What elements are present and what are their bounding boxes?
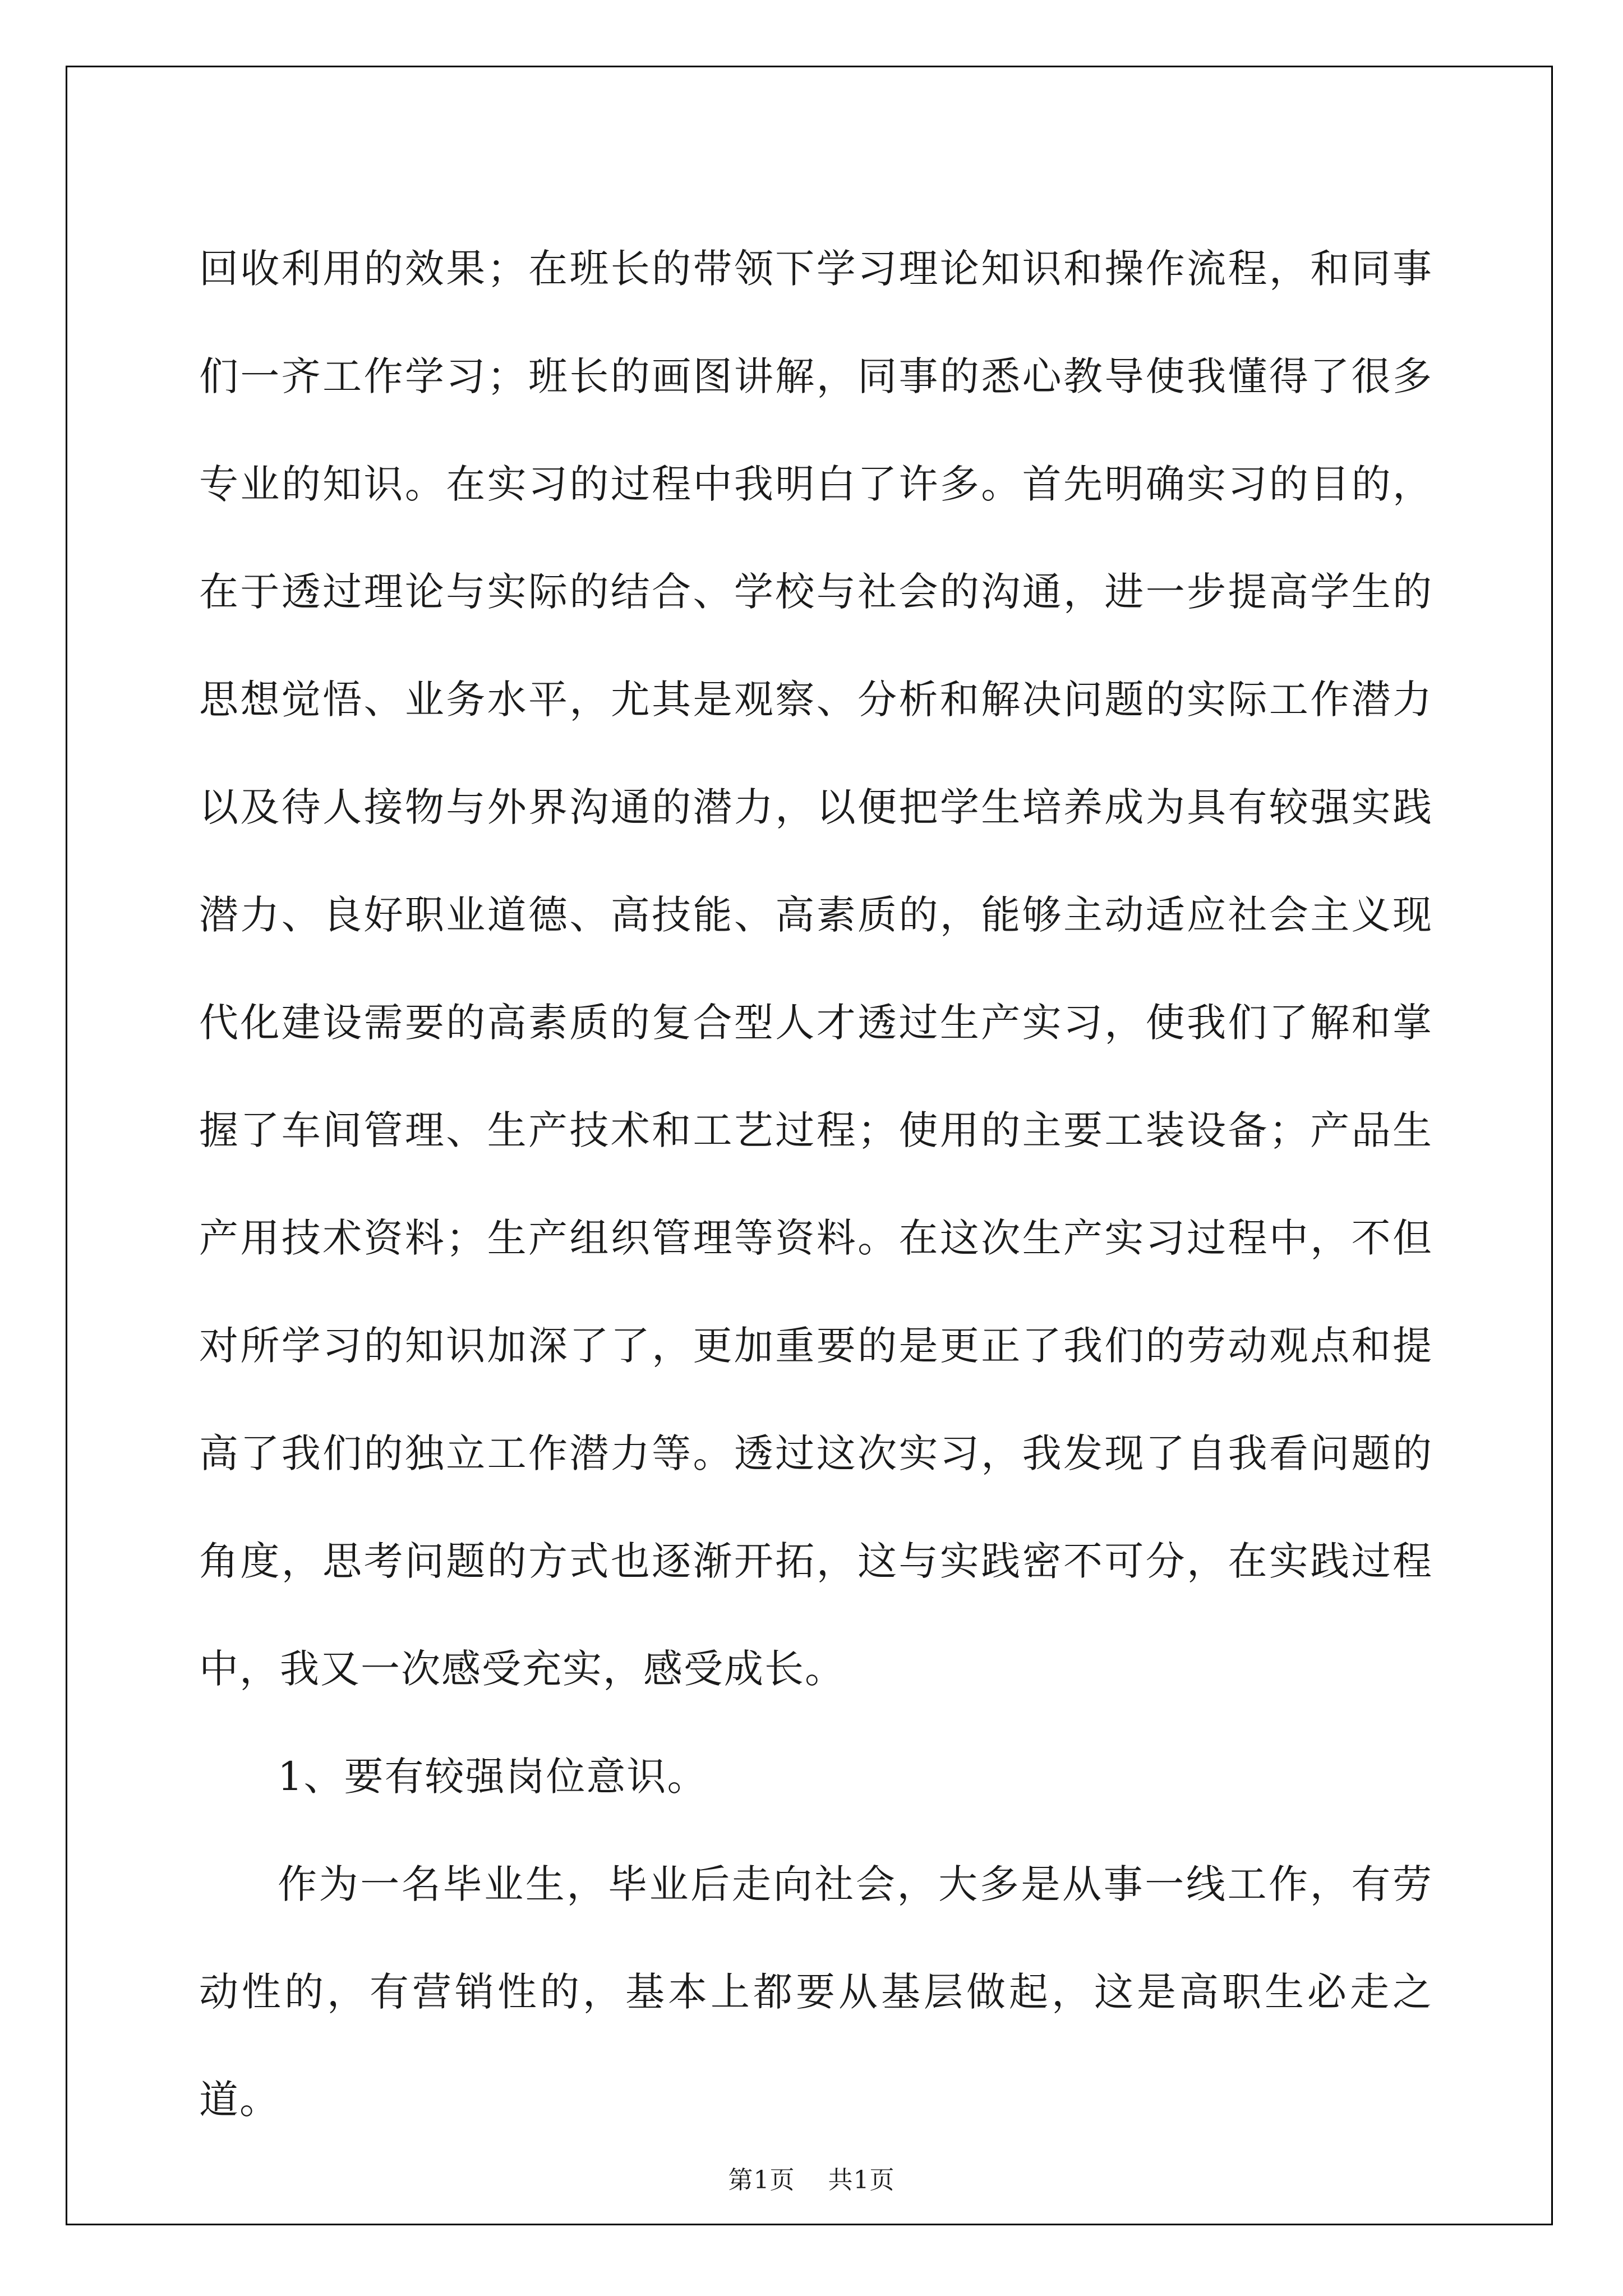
paragraph-3: 作为一名毕业生，毕业后走向社会，大多是从事一线工作，有劳动性的，有营销性的，基本上都要从基层做起，这是高职生必走之道。 xyxy=(199,1861,1433,2123)
paragraph-1: 回收利用的效果；在班长的带领下学习理论知识和操作流程，和同事们一齐工作学习；班长的画图讲解，同事的悉心教导使我懂得了很多专业的知识。在实习的过程中我明白了许多。首先明确实习的目的，在于透过理论与实际的结合、学校与社会的沟通，进一步提高学生的思想觉悟、业务水平，尤其是观察、分析和解决问题的实际工作潜力以及待人接物与外界沟通的潜力，以便把学生培养成为具有较强实践潜力、良好职业道德、高技能、高素质的，能够主动适应社会主义现代化建设需要的高素质的复合型人才透过生产实习，使我们了解和掌握了车间管理、生产技术和工艺过程；使用的主要工装设备；产品生产用技术资料；生产组织管理等资料。在这次生产实习过程中，不但对所学习的知识加深了了，更加重要的是更正了我们的劳动观点和提高了我们的独立工作潜力等。透过这次实习，我发现了自我看问题的角度，思考问题的方式也逐渐开拓，这与实践密不可分，在实践过程中，我又一次感受充实，感受成长。 xyxy=(199,246,1433,1692)
document-body xyxy=(199,215,1433,2154)
page-footer xyxy=(0,2160,1623,2196)
paragraph-2-heading: 1、要有较强岗位意识。 xyxy=(278,1754,708,1800)
page-total: 共1页 xyxy=(828,2166,895,2194)
page-number: 第1页 xyxy=(728,2166,795,2194)
